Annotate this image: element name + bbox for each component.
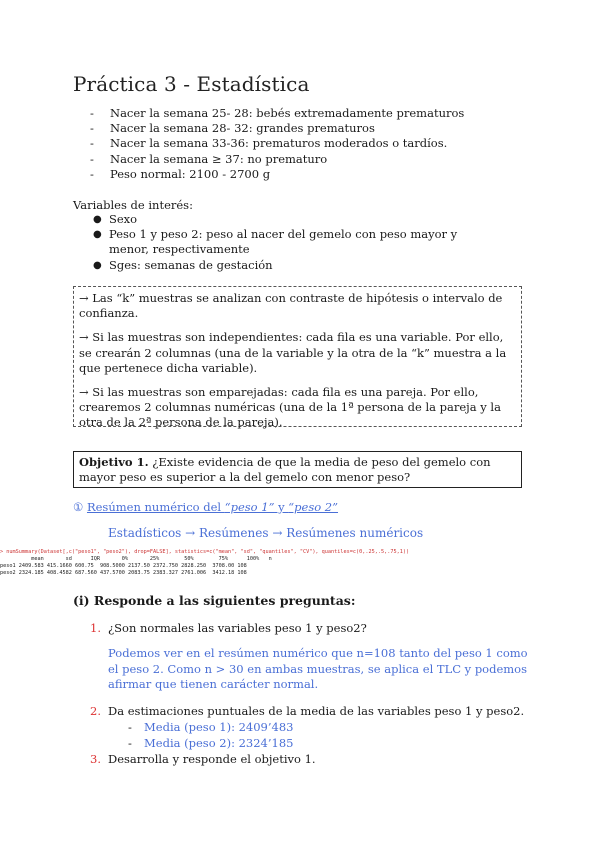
- list-item: - Nacer la semana 33-36: prematuros moderados o tardíos.: [90, 136, 448, 151]
- list-item: ● Sges: semanas de gestación: [93, 257, 273, 272]
- answer-1: Podemos ver en el resúmen numérico que n=108 tanto del peso 1 como el peso 2. Como n > 30 en ambas muestras, se aplica el TLC y podemos afirmar que tienen carácter normal.: [108, 646, 528, 691]
- list-item: - Peso normal: 2100 - 2700 g: [90, 166, 271, 181]
- variables-heading: Variables de interés:: [73, 198, 193, 212]
- list-item: - Media (peso 1): 2409’483: [128, 720, 294, 734]
- samples-note-box: [73, 286, 522, 430]
- list-item: - Media (peso 2): 2324’185: [128, 736, 294, 750]
- question-number: 2.: [90, 704, 101, 718]
- variables-list: [93, 212, 493, 273]
- list-item: ● Sexo: [93, 212, 138, 226]
- bullet-icon: ●: [93, 259, 102, 271]
- list-item: ● Peso 1 y peso 2: peso al nacer del gemelo con peso mayor y menor, respectivamente: [93, 227, 458, 257]
- note-paragraph: → Las “k” muestras se analizan con contraste de hipótesis o intervalo de confianza.: [79, 291, 503, 321]
- section-numeric-summary: [73, 500, 338, 514]
- question-text: ¿Son normales las variables peso 1 y peso2?: [108, 621, 367, 635]
- circled-number: ①: [73, 500, 84, 514]
- answer-2-list: [128, 719, 293, 751]
- r-output-header: mean sd IQR 0% 25% 50% 75% 100% n: [0, 555, 272, 562]
- dash-marker: -: [90, 106, 94, 120]
- question-text: Da estimaciones puntuales de la media de las variables peso 1 y peso2.: [108, 704, 525, 718]
- prematurity-list: [90, 106, 464, 182]
- objective-box: [73, 451, 522, 488]
- objective-label: Objetivo 1.: [79, 455, 149, 469]
- objective-text: ¿Existe evidencia de que la media de peso del gemelo con mayor peso es superior a la del gemelo con menor peso?: [79, 455, 491, 484]
- question-number: 1.: [90, 621, 101, 635]
- note-paragraph: → Si las muestras son independientes: cada fila es una variable. Por ello, se crearán 2 columnas (una de la variable y la otra de la “k” muestra a la que pertenece dicha variable).: [79, 330, 507, 375]
- r-output-row: peso2 2324.185 408.4582 687.560 437.5700 2083.75 2383.327 2761.006 3412.18 108: [0, 569, 247, 576]
- dash-marker: -: [90, 136, 94, 151]
- note-paragraph: → Si las muestras son emparejadas: cada fila es una pareja. Por ello, crearemos 2 columnas numéricas (una de la 1ª persona de la pareja y la otra de la 2ª persona de la pareja).: [79, 385, 501, 430]
- dash-marker: -: [128, 736, 132, 750]
- page-title: Práctica 3 - Estadística: [73, 72, 310, 96]
- dash-marker: -: [90, 166, 94, 181]
- r-output-row: peso1 2409.583 415.1660 600.75 908.5000 2137.50 2372.750 2828.250 3708.00 108: [0, 562, 247, 569]
- dash-marker: -: [90, 121, 94, 136]
- question-number: 3.: [90, 752, 101, 766]
- bullet-icon: ●: [93, 229, 102, 241]
- r-output-block: [0, 549, 600, 577]
- questions-heading: (i) Responde a las siguientes preguntas:: [73, 593, 356, 608]
- question-text: Desarrolla y responde el objetivo 1.: [108, 752, 316, 766]
- list-item: - Nacer la semana 28- 32: grandes prematuros: [90, 121, 375, 136]
- dash-marker: -: [90, 151, 94, 166]
- menu-path: Estadísticos → Resúmenes → Resúmenes numéricos: [108, 526, 424, 540]
- list-item: - Nacer la semana 25- 28: bebés extremadamente prematuros: [90, 106, 465, 120]
- list-item: - Nacer la semana ≥ 37: no prematuro: [90, 151, 328, 166]
- dash-marker: -: [128, 720, 132, 734]
- bullet-icon: ●: [93, 214, 102, 225]
- r-command: > numSummary(Dataset[,c("peso1", "peso2"), drop=FALSE], statistics=c("mean", "sd", "quantiles", "CV"), quantiles=c(0,.25,.5,.75,1)): [0, 549, 410, 555]
- section-link[interactable]: Resúmen numérico del “peso 1” y “peso 2”: [86, 500, 339, 514]
